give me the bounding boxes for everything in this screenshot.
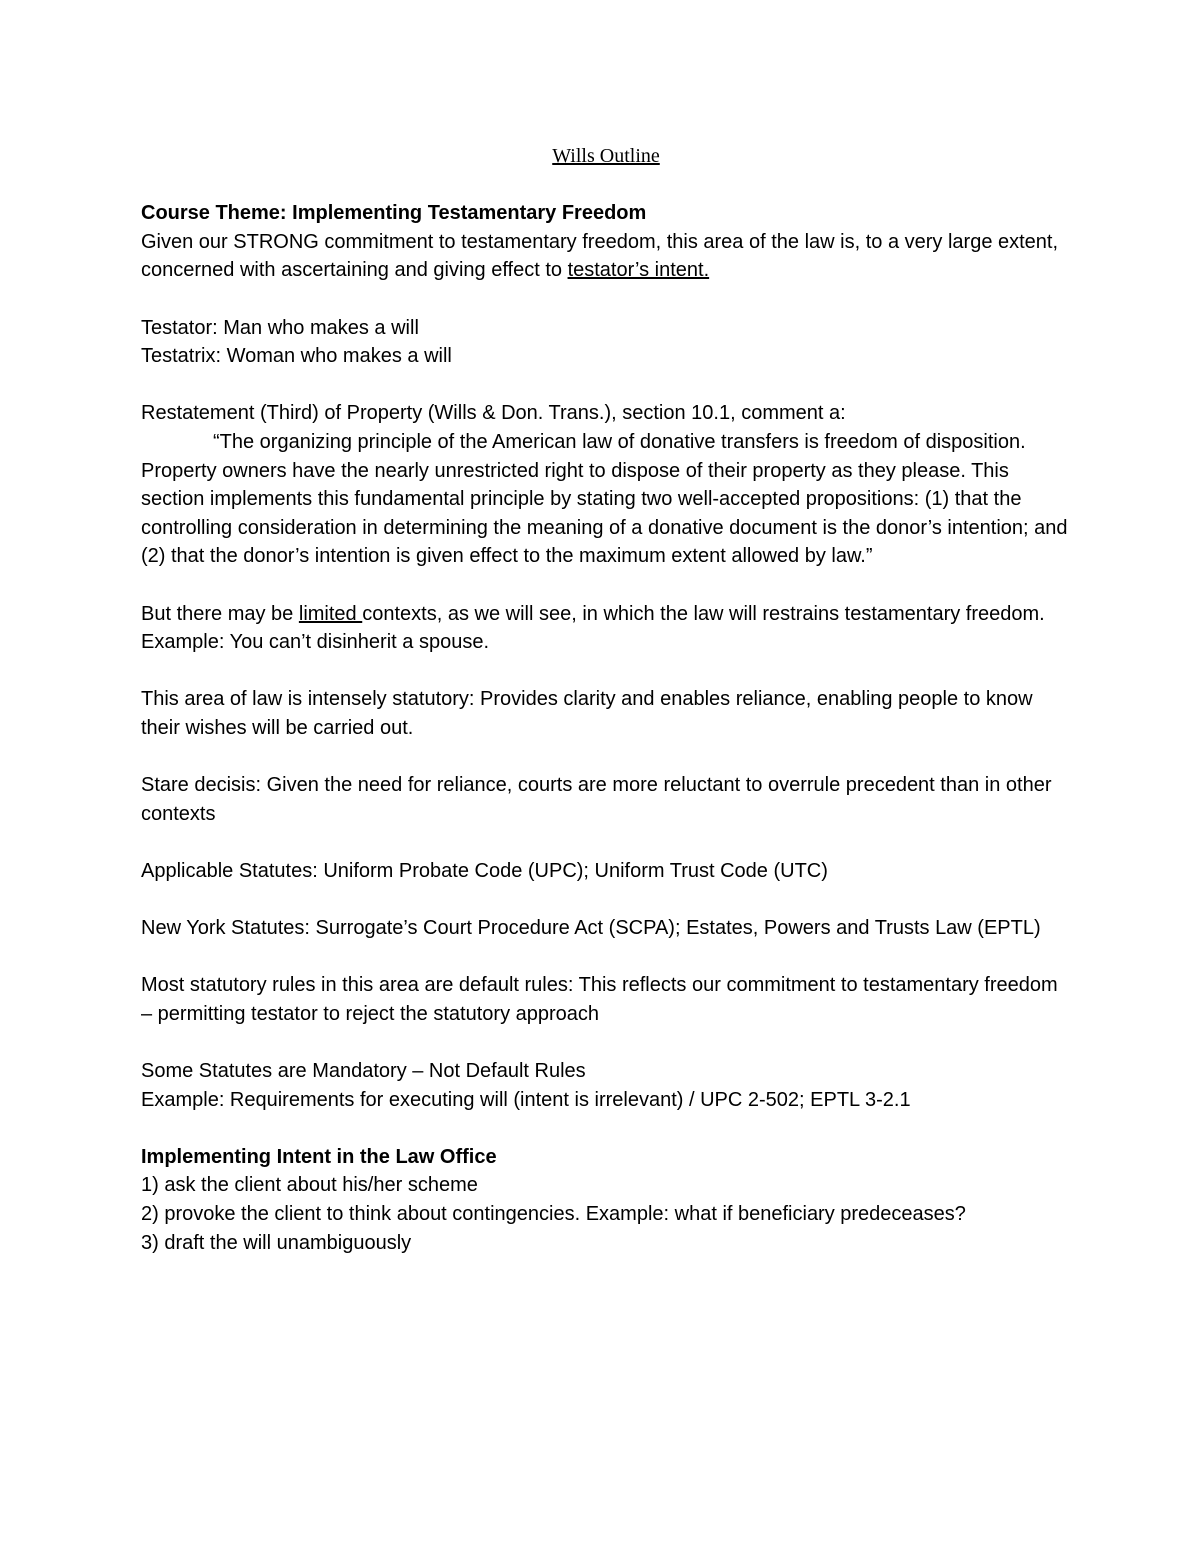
- course-theme-text: [141, 228, 1071, 285]
- course-theme-section: [141, 199, 1071, 285]
- spacer: [141, 885, 1071, 914]
- spacer: [141, 828, 1071, 857]
- limited-before: But there may be: [141, 602, 299, 625]
- law-office-section: [141, 1143, 1071, 1257]
- ny-statutes-paragraph: New York Statutes: Surrogate’s Court Procedure Act (SCPA); Estates, Powers and Trusts Law (EPTL): [141, 917, 1041, 940]
- testatrix-definition: Testatrix: Woman who makes a will: [141, 345, 452, 368]
- applicable-statutes-paragraph: Applicable Statutes: Uniform Probate Code (UPC); Uniform Trust Code (UTC): [141, 859, 828, 882]
- mandatory-line: Some Statutes are Mandatory – Not Default Rules: [141, 1060, 586, 1082]
- default-rules-paragraph: Most statutory rules in this area are default rules: This reflects our commitment to testamentary freedom – permitting testator to reject the statutory approach: [141, 974, 1058, 1025]
- spacer: [141, 371, 1071, 400]
- spacer: [141, 1028, 1071, 1057]
- spacer: [141, 657, 1071, 686]
- spacer: [141, 285, 1071, 314]
- stare-decisis-paragraph: Stare decisis: Given the need for reliance, courts are more reluctant to overrule precedent than in other contexts: [141, 774, 1052, 825]
- testator-definition: Testator: Man who makes a will: [141, 316, 419, 339]
- restatement-citation: Restatement (Third) of Property (Wills & Don. Trans.), section 10.1, comment a:: [141, 402, 846, 425]
- spacer: [141, 742, 1071, 771]
- document-body: [141, 142, 1071, 1257]
- restatement-section: [141, 399, 1071, 571]
- course-theme-heading: Course Theme: Implementing Testamentary Freedom: [141, 202, 647, 225]
- statutory-paragraph: This area of law is intensely statutory: Provides clarity and enables reliance, enabling people to know their wishes will be carried out.: [141, 688, 1033, 739]
- law-office-heading: Implementing Intent in the Law Office: [141, 1145, 497, 1168]
- spacer: [141, 943, 1071, 972]
- law-office-item: 2) provoke the client to think about contingencies. Example: what if beneficiary predeceases?: [141, 1202, 966, 1225]
- limited-underlined: limited: [298, 602, 363, 625]
- restatement-quote: “The organizing principle of the American law of donative transfers is freedom of disposition. Property owners have the nearly unrestricted right to dispose of their property as they please. This section implements this fundamental principle by stating two well-accepted propositions: (1) that the controlling consideration in determining the meaning of a donative document is the donor’s intention; and (2) that the donor’s intention is given effect to the maximum extent allowed by law.”: [141, 430, 1068, 568]
- law-office-item: 1) ask the client about his/her scheme: [141, 1174, 478, 1197]
- mandatory-example: Example: Requirements for executing will (intent is irrelevant) / UPC 2-502; EPTL 3-2.1: [141, 1088, 911, 1111]
- limited-after: contexts, as we will see, in which the law will restrains testamentary freedom. Example: You can’t disinherit a spouse.: [141, 602, 1045, 654]
- definitions-section: [141, 314, 1071, 371]
- spacer: [141, 1114, 1071, 1143]
- document-title: Wills Outline: [552, 145, 660, 167]
- limited-contexts-paragraph: [141, 600, 1071, 657]
- law-office-item: 3) draft the will unambiguously: [141, 1231, 412, 1254]
- course-theme-text-main: Given our STRONG commitment to testamentary freedom, this area of the law is, to a very large extent, concerned with ascertaining and giving effect to: [141, 230, 1059, 282]
- testators-intent-underlined: testator’s intent.: [567, 259, 710, 282]
- spacer: [141, 571, 1071, 600]
- mandatory-section: [141, 1057, 1071, 1114]
